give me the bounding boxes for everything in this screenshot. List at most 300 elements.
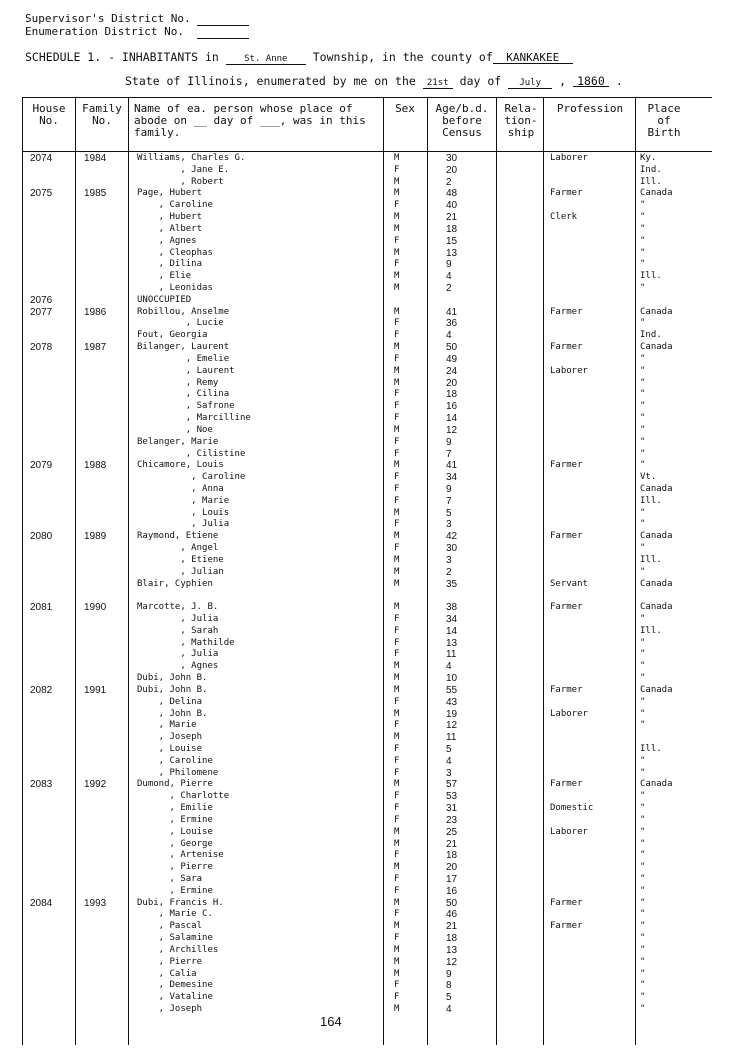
person-name: , Julia (137, 649, 219, 660)
person-name: , Emelie (137, 353, 230, 364)
profession: Laborer (550, 153, 588, 163)
place-of-birth: Ill. (640, 744, 662, 754)
sex: F (394, 495, 400, 506)
house-no: 2077 (30, 306, 53, 318)
person-name: , Jane E. (137, 164, 230, 175)
sex: F (394, 318, 400, 329)
age: 9 (446, 436, 452, 448)
person-name: , Marie (137, 720, 197, 731)
sex: M (394, 223, 400, 234)
sex: M (394, 661, 400, 672)
age: 53 (446, 791, 458, 803)
place-of-birth: Canada (640, 342, 673, 353)
profession: Farmer (550, 602, 583, 613)
person-name: , Julia (137, 613, 219, 624)
person-name: , Hubert (137, 212, 203, 223)
sex: F (394, 755, 400, 766)
col-header-birth: Place of Birth (647, 102, 681, 139)
house-no: 2078 (30, 342, 53, 354)
place-of-birth: " (640, 850, 646, 861)
house-no: 2081 (30, 602, 53, 614)
sex: M (394, 826, 400, 837)
place-of-birth: Canada (640, 602, 673, 613)
profession: Laborer (550, 826, 588, 837)
place-of-birth: " (640, 413, 646, 424)
sex: M (394, 732, 400, 743)
age: 4 (446, 661, 452, 673)
profession: Domestic (550, 803, 594, 814)
age: 40 (446, 200, 458, 212)
age: 20 (446, 862, 458, 874)
sex: M (394, 968, 400, 979)
sex: M (394, 247, 400, 258)
profession: Farmer (550, 921, 583, 932)
age: 30 (446, 153, 458, 164)
place-of-birth: " (640, 791, 646, 802)
age: 11 (446, 649, 457, 661)
profession: Servant (550, 578, 588, 589)
age: 16 (446, 401, 458, 413)
sex: F (394, 744, 400, 754)
person-name: , Philomene (137, 767, 219, 778)
place-of-birth: " (640, 673, 646, 684)
age: 2 (446, 176, 452, 188)
age: 11 (446, 732, 457, 744)
place-of-birth: " (640, 649, 646, 660)
profession: Farmer (550, 460, 583, 471)
person-name: , Delina (137, 696, 203, 707)
sex: M (394, 897, 400, 908)
age: 30 (446, 543, 458, 555)
profession: Laborer (550, 365, 588, 376)
place-of-birth: " (640, 885, 646, 896)
sex: M (394, 365, 400, 376)
place-of-birth: " (640, 897, 646, 908)
age: 21 (446, 838, 458, 850)
place-of-birth: Canada (640, 578, 673, 589)
place-of-birth: " (640, 862, 646, 873)
col-header-family: Family No. (82, 102, 122, 127)
age: 14 (446, 413, 458, 425)
age: 35 (446, 578, 458, 590)
header-bottom-rule (22, 151, 712, 152)
person-name: , Marie C. (137, 909, 213, 920)
left-border (22, 97, 23, 1045)
house-no: 2075 (30, 188, 53, 200)
place-of-birth: Canada (640, 779, 673, 790)
sex: M (394, 862, 400, 873)
col-divider-name (128, 97, 129, 1045)
person-name: , Sarah (137, 625, 219, 636)
sex: M (394, 188, 400, 199)
person-name: , Pascal (137, 921, 203, 932)
place-of-birth: " (640, 826, 646, 837)
sex: M (394, 212, 400, 223)
sex: F (394, 543, 400, 554)
person-name: , Louise (137, 744, 203, 754)
place-of-birth: Canada (640, 684, 673, 695)
person-name: , Marie (137, 495, 230, 506)
sex: F (394, 472, 400, 483)
age: 18 (446, 933, 458, 945)
age: 3 (446, 767, 452, 779)
col-divider-profession (543, 97, 544, 1045)
place-of-birth: " (640, 223, 646, 234)
age: 4 (446, 271, 452, 283)
age: 19 (446, 708, 458, 720)
place-of-birth: " (640, 259, 646, 270)
place-of-birth: " (640, 365, 646, 376)
sex: M (394, 921, 400, 932)
place-of-birth: " (640, 566, 646, 577)
sex: F (394, 330, 400, 341)
sex: F (394, 649, 400, 660)
year-value: 1860 (573, 76, 609, 87)
house-no: 2076 (30, 294, 53, 306)
age: 43 (446, 696, 458, 708)
sex: M (394, 673, 400, 684)
place-of-birth: " (640, 235, 646, 246)
sex: F (394, 767, 400, 778)
col-header-sex: Sex (395, 102, 415, 115)
age: 34 (446, 472, 458, 484)
age: 12 (446, 956, 458, 968)
profession: Farmer (550, 779, 583, 790)
sex: M (394, 554, 400, 565)
age: 7 (446, 495, 452, 507)
house-no: 2080 (30, 531, 53, 543)
sex: M (394, 271, 400, 282)
person-name: , Cilistine (137, 448, 246, 459)
place-of-birth: " (640, 200, 646, 211)
place-of-birth: Ill. (640, 554, 662, 565)
sex: F (394, 353, 400, 364)
person-name: , Calia (137, 968, 197, 979)
person-name: Page, Hubert (137, 188, 203, 199)
place-of-birth: " (640, 637, 646, 648)
person-name: , Caroline (137, 472, 246, 483)
sex: M (394, 779, 400, 790)
place-of-birth: " (640, 247, 646, 258)
person-name: , Elie (137, 271, 192, 282)
enumeration-line (25, 25, 249, 39)
person-name: Bilanger, Laurent (137, 342, 230, 353)
person-name: , Pierre (137, 862, 213, 873)
profession: Farmer (550, 531, 583, 542)
place-of-birth: " (640, 720, 646, 731)
sex: M (394, 424, 400, 435)
person-name: , Ermine (137, 814, 213, 825)
person-name: , Archilles (137, 944, 219, 955)
age: 25 (446, 826, 458, 838)
person-name: , Leonidas (137, 283, 213, 294)
place-of-birth: " (640, 803, 646, 814)
house-no: 2074 (30, 153, 53, 164)
col-divider-relationship (496, 97, 497, 1045)
col-header-age: Age/b.d. before Census (435, 102, 489, 139)
place-of-birth: " (640, 992, 646, 1003)
person-name: , Pierre (137, 956, 203, 967)
age: 18 (446, 223, 458, 235)
person-name: Dubi, John B. (137, 684, 208, 695)
place-of-birth: " (640, 212, 646, 223)
place-of-birth: " (640, 661, 646, 672)
age: 8 (446, 980, 452, 992)
age: 5 (446, 744, 452, 755)
age: 57 (446, 779, 458, 791)
sex: M (394, 342, 400, 353)
day-of-label: day of (459, 74, 502, 88)
place-of-birth: " (640, 755, 646, 766)
place-of-birth: Canada (640, 483, 673, 494)
place-of-birth: Ill. (640, 495, 662, 506)
page-number: 164 (320, 1014, 342, 1029)
sex: M (394, 708, 400, 719)
person-name: , Mathilde (137, 637, 235, 648)
person-name: , Cilina (137, 389, 230, 400)
person-name: , Agnes (137, 235, 197, 246)
profession: Clerk (550, 212, 578, 223)
sex: F (394, 483, 400, 494)
sex: F (394, 814, 400, 825)
family-no: 1993 (84, 897, 107, 909)
person-name: , Vataline (137, 992, 213, 1003)
age: 9 (446, 483, 452, 495)
age: 46 (446, 909, 458, 921)
family-no: 1992 (84, 779, 107, 791)
sex: M (394, 377, 400, 388)
person-name: , Salamine (137, 933, 213, 944)
sex: M (394, 944, 400, 955)
sex: F (394, 696, 400, 707)
col-divider-family (75, 97, 76, 1045)
sex: M (394, 956, 400, 967)
person-name: , Caroline (137, 200, 213, 211)
person-name: , Louis (137, 507, 230, 518)
family-no: 1991 (84, 684, 107, 696)
place-of-birth: " (640, 401, 646, 412)
age: 41 (446, 306, 458, 318)
place-of-birth: " (640, 968, 646, 979)
profession: Farmer (550, 306, 583, 317)
person-name: , Joseph (137, 1004, 203, 1015)
profession: Farmer (550, 684, 583, 695)
state-line-prefix: State of Illinois, enumerated by me on the (125, 74, 416, 88)
sex: F (394, 933, 400, 944)
family-no: 1989 (84, 531, 107, 543)
person-name: , Julian (137, 566, 224, 577)
col-header-house: House No. (32, 102, 66, 127)
person-name: , Louise (137, 826, 213, 837)
house-no: 2083 (30, 779, 53, 791)
place-of-birth: " (640, 696, 646, 707)
schedule-prefix: SCHEDULE 1. - INHABITANTS in (25, 50, 219, 64)
person-name: , Robert (137, 176, 224, 187)
family-no: 1990 (84, 602, 107, 614)
township-value: St. Anne (226, 54, 306, 65)
person-name: , Noe (137, 424, 213, 435)
person-name: , Lucie (137, 318, 224, 329)
age: 15 (446, 235, 458, 247)
age: 21 (446, 921, 458, 933)
age: 50 (446, 342, 458, 354)
profession: Laborer (550, 708, 588, 719)
person-name: Dubi, John B. (137, 673, 208, 684)
sex: M (394, 1004, 400, 1015)
person-name: UNOCCUPIED (137, 294, 192, 305)
sex: F (394, 519, 400, 530)
age: 14 (446, 625, 458, 637)
person-name: , John B. (137, 708, 208, 719)
col-header-profession: Profession (556, 102, 624, 115)
house-no: 2084 (30, 897, 53, 909)
age: 21 (446, 212, 458, 224)
place-of-birth: Ill. (640, 625, 662, 636)
place-of-birth: Ky. (640, 153, 657, 163)
person-name: , Marcilline (137, 413, 251, 424)
age: 13 (446, 944, 458, 956)
sex: F (394, 803, 400, 814)
person-name: , Angel (137, 543, 219, 554)
age: 17 (446, 874, 458, 886)
age: 9 (446, 968, 452, 980)
person-name: , Charlotte (137, 791, 230, 802)
age: 55 (446, 684, 458, 696)
sex: M (394, 176, 400, 187)
person-name: Dumond, Pierre (137, 779, 213, 790)
sex: M (394, 283, 400, 294)
age: 3 (446, 519, 452, 531)
person-name: Robillou, Anselme (137, 306, 230, 317)
person-name: , Agnes (137, 661, 219, 672)
sex: F (394, 874, 400, 885)
census-table (22, 97, 712, 1045)
person-name: , Dilina (137, 259, 203, 270)
age: 10 (446, 673, 458, 685)
place-of-birth: " (640, 956, 646, 967)
sex: F (394, 885, 400, 896)
person-name: , Joseph (137, 732, 203, 743)
place-of-birth: " (640, 460, 646, 471)
age: 13 (446, 247, 458, 259)
person-name: , Albert (137, 223, 203, 234)
place-of-birth: " (640, 543, 646, 554)
age: 2 (446, 283, 452, 295)
person-name: Dubi, Francis H. (137, 897, 224, 908)
sex: F (394, 909, 400, 920)
sex: F (394, 637, 400, 648)
sex: M (394, 838, 400, 849)
sex: F (394, 720, 400, 731)
sex: M (394, 531, 400, 542)
age: 9 (446, 259, 452, 271)
age: 31 (446, 803, 458, 815)
sex: M (394, 153, 400, 163)
schedule-mid: Township, in the county of (312, 50, 493, 64)
age: 24 (446, 365, 458, 377)
age: 18 (446, 389, 458, 401)
house-no: 2079 (30, 460, 53, 472)
age: 48 (446, 188, 458, 200)
family-no: 1988 (84, 460, 107, 472)
person-name: , Caroline (137, 755, 213, 766)
place-of-birth: " (640, 944, 646, 955)
person-name: , Demesine (137, 980, 213, 991)
sex: F (394, 448, 400, 459)
sex: F (394, 401, 400, 412)
enumeration-blank (197, 25, 249, 39)
age: 23 (446, 814, 458, 826)
sex: F (394, 436, 400, 447)
person-name: Marcotte, J. B. (137, 602, 219, 613)
age: 3 (446, 554, 452, 566)
place-of-birth: " (640, 353, 646, 364)
supervisor-label: Supervisor's District No. (25, 12, 191, 25)
enumeration-label: Enumeration District No. (25, 25, 184, 38)
age: 5 (446, 507, 452, 519)
state-line: State of Illinois, enumerated by me on the 21st day of July , 1860 . (125, 74, 623, 88)
age: 41 (446, 460, 458, 472)
age: 20 (446, 164, 458, 176)
sex: F (394, 791, 400, 802)
age: 2 (446, 566, 452, 578)
sex: F (394, 200, 400, 211)
age: 16 (446, 885, 458, 897)
person-name: , Etiene (137, 554, 224, 565)
day-value: 21st (423, 78, 453, 89)
sex: M (394, 602, 400, 613)
person-name: , Remy (137, 377, 219, 388)
place-of-birth: " (640, 424, 646, 435)
sex: F (394, 850, 400, 861)
person-name: , Sara (137, 874, 203, 885)
place-of-birth: " (640, 448, 646, 459)
person-name: , Ermine (137, 885, 213, 896)
col-header-relationship: Rela-tion-ship (504, 102, 538, 139)
person-name: Fout, Georgia (137, 330, 208, 341)
place-of-birth: Ind. (640, 330, 662, 341)
sex: F (394, 235, 400, 246)
house-no: 2082 (30, 684, 53, 696)
place-of-birth: " (640, 814, 646, 825)
col-divider-sex (383, 97, 384, 1045)
person-name: , Emilie (137, 803, 213, 814)
sex: F (394, 992, 400, 1003)
sex: M (394, 460, 400, 471)
place-of-birth: " (640, 377, 646, 388)
person-name: , Julia (137, 519, 230, 530)
age: 20 (446, 377, 458, 389)
sex: M (394, 566, 400, 577)
person-name: Williams, Charles G. (137, 153, 246, 163)
age: 42 (446, 531, 458, 543)
schedule-line (25, 50, 573, 65)
person-name: Chicamore, Louis (137, 460, 224, 471)
age: 4 (446, 1004, 452, 1016)
person-name: , Laurent (137, 365, 235, 376)
profession: Farmer (550, 897, 583, 908)
sex: F (394, 259, 400, 270)
age: 4 (446, 755, 452, 767)
place-of-birth: " (640, 318, 646, 329)
sex: M (394, 306, 400, 317)
place-of-birth: " (640, 436, 646, 447)
supervisor-blank (197, 12, 249, 26)
place-of-birth: Canada (640, 306, 673, 317)
county-value: KANKAKEE (493, 53, 573, 64)
place-of-birth: " (640, 980, 646, 991)
supervisor-line (25, 12, 249, 26)
